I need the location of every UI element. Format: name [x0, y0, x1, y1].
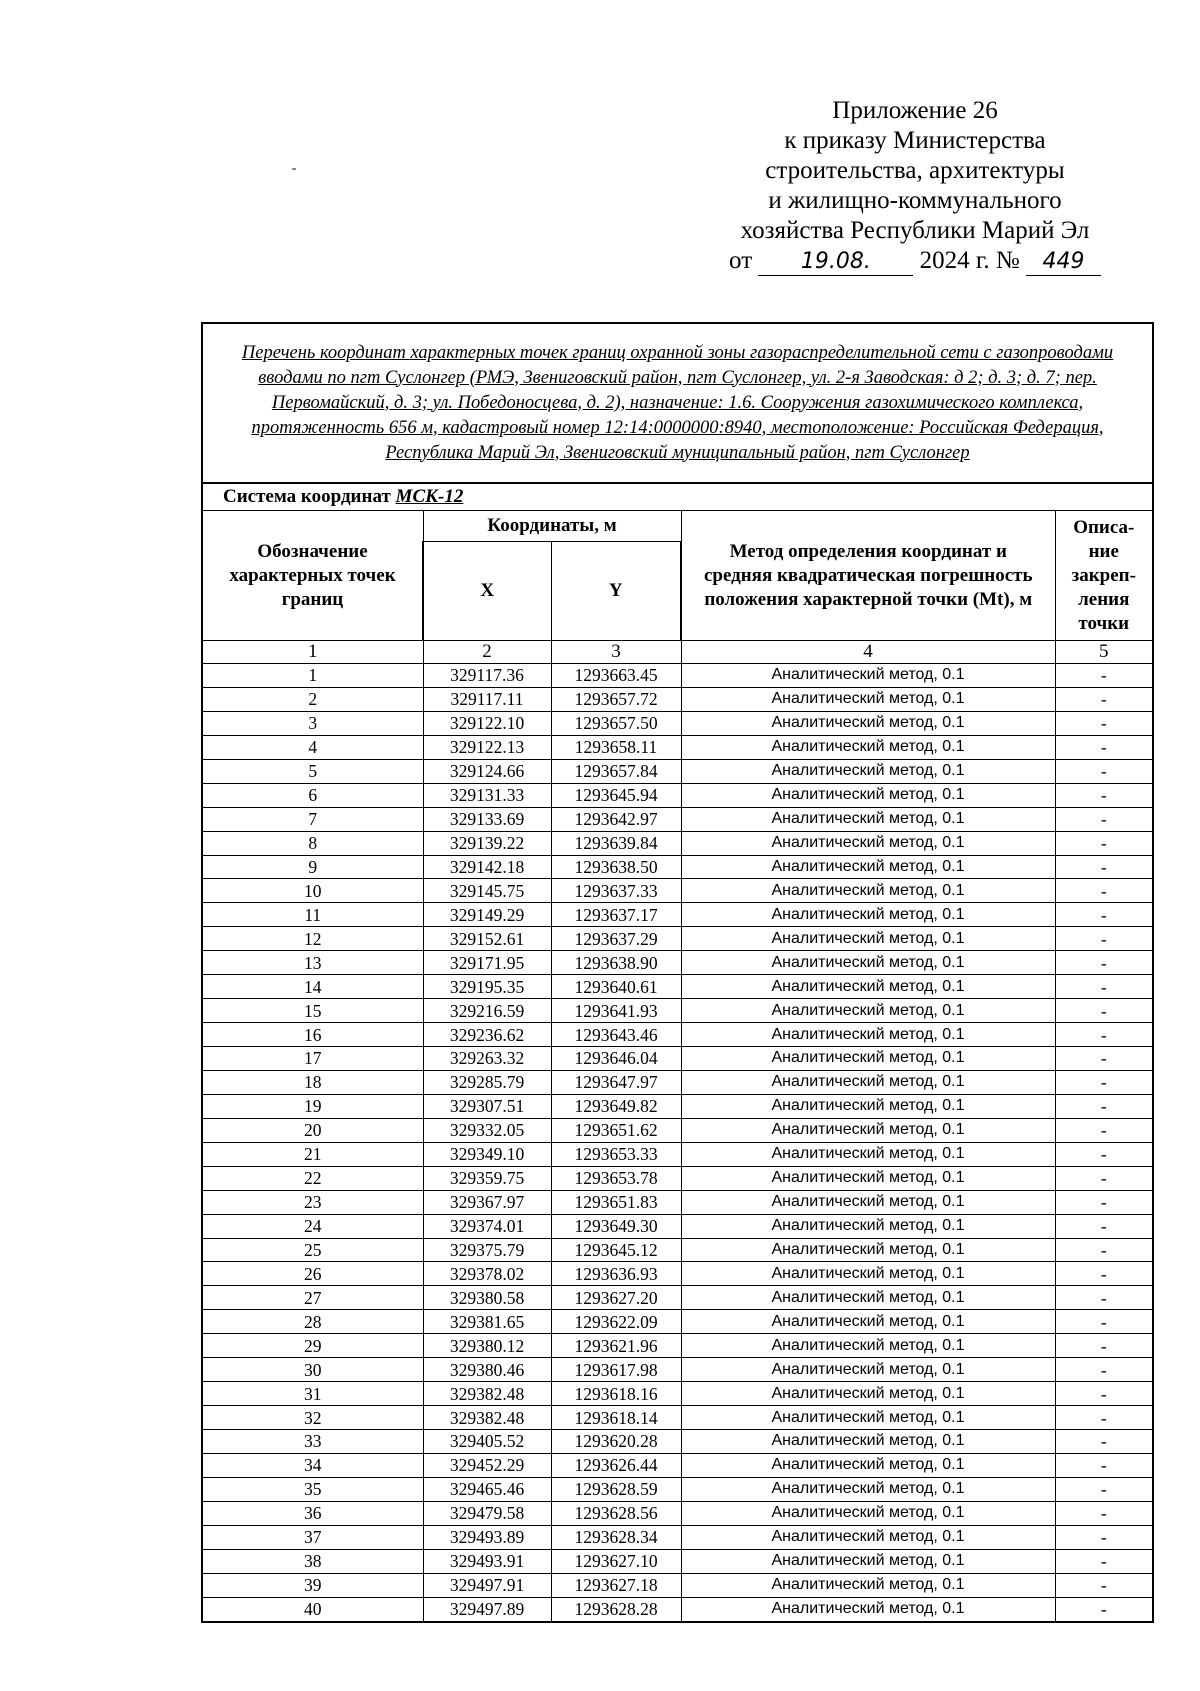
x-coordinate-cell: 329493.89 — [423, 1525, 551, 1549]
method-cell: Аналитический метод, 0.1 — [681, 855, 1055, 879]
table-row — [202, 999, 1153, 1023]
table-row — [202, 1597, 1153, 1621]
description-cell: - — [1055, 831, 1153, 855]
table-row — [202, 1190, 1153, 1214]
method-cell: Аналитический метод, 0.1 — [681, 1525, 1055, 1549]
y-coordinate-cell: 1293622.09 — [551, 1310, 681, 1334]
point-number-cell: 26 — [202, 1262, 423, 1286]
table-row — [202, 1430, 1153, 1454]
year-number-label: 2024 г. № — [919, 247, 1020, 274]
order-date-line — [700, 246, 1130, 276]
coordinate-system-label: Система координат — [223, 486, 391, 507]
table-row — [202, 1118, 1153, 1142]
point-number-cell: 34 — [202, 1453, 423, 1477]
point-number-cell: 38 — [202, 1549, 423, 1573]
y-coordinate-cell: 1293651.83 — [551, 1190, 681, 1214]
method-header: Метод определения координат и средняя квадратическая погрешность положения характерной точки (Mt), м — [681, 511, 1055, 641]
x-coordinate-cell: 329381.65 — [423, 1310, 551, 1334]
table-row — [202, 1214, 1153, 1238]
x-coordinate-cell: 329263.32 — [423, 1047, 551, 1071]
description-cell: - — [1055, 783, 1153, 807]
y-header: Y — [551, 542, 681, 641]
description-cell: - — [1055, 1094, 1153, 1118]
point-number-cell: 20 — [202, 1118, 423, 1142]
method-cell: Аналитический метод, 0.1 — [681, 999, 1055, 1023]
table-body — [202, 664, 1153, 1622]
description-cell: - — [1055, 1358, 1153, 1382]
description-cell: - — [1055, 1286, 1153, 1310]
table-row — [202, 1142, 1153, 1166]
x-coordinate-cell: 329236.62 — [423, 1023, 551, 1047]
description-cell: - — [1055, 1549, 1153, 1573]
y-coordinate-cell: 1293618.14 — [551, 1406, 681, 1430]
table-row — [202, 1262, 1153, 1286]
y-coordinate-cell: 1293657.50 — [551, 711, 681, 735]
point-number-cell: 23 — [202, 1190, 423, 1214]
method-cell: Аналитический метод, 0.1 — [681, 711, 1055, 735]
y-coordinate-cell: 1293653.78 — [551, 1166, 681, 1190]
table-row — [202, 1286, 1153, 1310]
y-coordinate-cell: 1293643.46 — [551, 1023, 681, 1047]
point-number-cell: 18 — [202, 1070, 423, 1094]
point-number-cell: 6 — [202, 783, 423, 807]
column-number: 5 — [1055, 641, 1153, 664]
point-number-cell: 19 — [202, 1094, 423, 1118]
method-cell: Аналитический метод, 0.1 — [681, 1118, 1055, 1142]
table-title: Перечень координат характерных точек границ охранной зоны газораспределительной сети с газопроводами вводами по пгт Суслонгер (РМЭ, Звениговский район, пгт Суслонгер, ул. 2-я Заводская: д 2; д. 3; д. 7; пер. Первомайский, д. 3; ул. Победоносцева, д. 2), назначение: 1.6. Сооружения газохимического комплекса, протяженность 656 м, кадастровый номер 12:14:0000000:8940, местоположение: Российская Федерация, Республика Марий Эл, Звениговский муниципальный район, пгт Суслонгер — [202, 323, 1153, 483]
y-coordinate-cell: 1293628.28 — [551, 1597, 681, 1621]
x-coordinate-cell: 329497.91 — [423, 1573, 551, 1597]
method-cell: Аналитический метод, 0.1 — [681, 1382, 1055, 1406]
description-cell: - — [1055, 1453, 1153, 1477]
x-coordinate-cell: 329152.61 — [423, 927, 551, 951]
description-cell: - — [1055, 1430, 1153, 1454]
table-row — [202, 1310, 1153, 1334]
x-coordinate-cell: 329142.18 — [423, 855, 551, 879]
method-cell: Аналитический метод, 0.1 — [681, 807, 1055, 831]
method-cell: Аналитический метод, 0.1 — [681, 1597, 1055, 1621]
table-row — [202, 1382, 1153, 1406]
table-row — [202, 855, 1153, 879]
appendix-title: Приложение 26 — [832, 97, 998, 124]
x-coordinate-cell: 329465.46 — [423, 1477, 551, 1501]
method-cell: Аналитический метод, 0.1 — [681, 1310, 1055, 1334]
description-cell: - — [1055, 1406, 1153, 1430]
x-coordinate-cell: 329171.95 — [423, 951, 551, 975]
point-number-cell: 37 — [202, 1525, 423, 1549]
document-header — [700, 96, 1130, 276]
x-coordinate-cell: 329131.33 — [423, 783, 551, 807]
point-header: Обозначение характерных точек границ — [202, 511, 423, 641]
x-coordinate-cell: 329452.29 — [423, 1453, 551, 1477]
x-coordinate-cell: 329497.89 — [423, 1597, 551, 1621]
handwritten-date: 19.08. — [758, 249, 913, 276]
description-cell: - — [1055, 1262, 1153, 1286]
x-coordinate-cell: 329349.10 — [423, 1142, 551, 1166]
x-coordinate-cell: 329380.12 — [423, 1334, 551, 1358]
method-cell: Аналитический метод, 0.1 — [681, 879, 1055, 903]
table-row — [202, 735, 1153, 759]
description-cell: - — [1055, 1142, 1153, 1166]
description-cell: - — [1055, 1382, 1153, 1406]
table-row — [202, 1501, 1153, 1525]
x-coordinate-cell: 329359.75 — [423, 1166, 551, 1190]
y-coordinate-cell: 1293642.97 — [551, 807, 681, 831]
y-coordinate-cell: 1293638.50 — [551, 855, 681, 879]
method-cell: Аналитический метод, 0.1 — [681, 1190, 1055, 1214]
description-cell: - — [1055, 1047, 1153, 1071]
method-cell: Аналитический метод, 0.1 — [681, 1549, 1055, 1573]
table-row — [202, 1358, 1153, 1382]
table-row — [202, 783, 1153, 807]
y-coordinate-cell: 1293646.04 — [551, 1047, 681, 1071]
point-number-cell: 32 — [202, 1406, 423, 1430]
y-coordinate-cell: 1293649.82 — [551, 1094, 681, 1118]
description-cell: - — [1055, 1477, 1153, 1501]
y-coordinate-cell: 1293628.34 — [551, 1525, 681, 1549]
table-row — [202, 1453, 1153, 1477]
description-cell: - — [1055, 879, 1153, 903]
method-cell: Аналитический метод, 0.1 — [681, 664, 1055, 688]
x-coordinate-cell: 329380.58 — [423, 1286, 551, 1310]
x-coordinate-cell: 329332.05 — [423, 1118, 551, 1142]
method-cell: Аналитический метод, 0.1 — [681, 759, 1055, 783]
description-cell: - — [1055, 1118, 1153, 1142]
y-coordinate-cell: 1293649.30 — [551, 1214, 681, 1238]
x-coordinate-cell: 329382.48 — [423, 1406, 551, 1430]
method-cell: Аналитический метод, 0.1 — [681, 687, 1055, 711]
description-cell: - — [1055, 807, 1153, 831]
point-number-cell: 21 — [202, 1142, 423, 1166]
description-cell: - — [1055, 759, 1153, 783]
description-cell: - — [1055, 711, 1153, 735]
point-number-cell: 3 — [202, 711, 423, 735]
method-cell: Аналитический метод, 0.1 — [681, 1070, 1055, 1094]
table-row — [202, 1525, 1153, 1549]
point-number-cell: 25 — [202, 1238, 423, 1262]
point-number-cell: 40 — [202, 1597, 423, 1621]
handwritten-order-number: 449 — [1026, 249, 1101, 276]
y-coordinate-cell: 1293638.90 — [551, 951, 681, 975]
method-cell: Аналитический метод, 0.1 — [681, 1406, 1055, 1430]
x-coordinate-cell: 329382.48 — [423, 1382, 551, 1406]
method-cell: Аналитический метод, 0.1 — [681, 903, 1055, 927]
x-coordinate-cell: 329493.91 — [423, 1549, 551, 1573]
y-coordinate-cell: 1293639.84 — [551, 831, 681, 855]
method-cell: Аналитический метод, 0.1 — [681, 831, 1055, 855]
y-coordinate-cell: 1293653.33 — [551, 1142, 681, 1166]
y-coordinate-cell: 1293618.16 — [551, 1382, 681, 1406]
x-coordinate-cell: 329216.59 — [423, 999, 551, 1023]
coordinates-header: Координаты, м — [423, 511, 681, 542]
y-coordinate-cell: 1293628.59 — [551, 1477, 681, 1501]
point-number-cell: 30 — [202, 1358, 423, 1382]
method-cell: Аналитический метод, 0.1 — [681, 1166, 1055, 1190]
point-number-cell: 36 — [202, 1501, 423, 1525]
description-cell: - — [1055, 975, 1153, 999]
x-coordinate-cell: 329285.79 — [423, 1070, 551, 1094]
y-coordinate-cell: 1293645.94 — [551, 783, 681, 807]
point-number-cell: 16 — [202, 1023, 423, 1047]
point-number-cell: 24 — [202, 1214, 423, 1238]
table-row — [202, 879, 1153, 903]
description-cell: - — [1055, 855, 1153, 879]
description-cell: - — [1055, 1238, 1153, 1262]
y-coordinate-cell: 1293628.56 — [551, 1501, 681, 1525]
method-cell: Аналитический метод, 0.1 — [681, 975, 1055, 999]
description-cell: - — [1055, 687, 1153, 711]
description-cell: - — [1055, 1070, 1153, 1094]
coordinate-system-name: МСК-12 — [395, 486, 464, 507]
description-cell: - — [1055, 1525, 1153, 1549]
coordinates-table — [201, 322, 1154, 1623]
y-coordinate-cell: 1293640.61 — [551, 975, 681, 999]
order-line-3: и жилищно-коммунального — [768, 187, 1062, 214]
method-cell: Аналитический метод, 0.1 — [681, 1334, 1055, 1358]
description-cell: - — [1055, 1166, 1153, 1190]
table-row — [202, 975, 1153, 999]
order-line-1: к приказу Министерства — [784, 127, 1046, 154]
x-coordinate-cell: 329380.46 — [423, 1358, 551, 1382]
coordinate-system-row — [202, 483, 1153, 511]
y-coordinate-cell: 1293657.72 — [551, 687, 681, 711]
point-number-cell: 4 — [202, 735, 423, 759]
method-cell: Аналитический метод, 0.1 — [681, 1501, 1055, 1525]
table-row — [202, 759, 1153, 783]
description-cell: - — [1055, 951, 1153, 975]
point-number-cell: 9 — [202, 855, 423, 879]
point-number-cell: 15 — [202, 999, 423, 1023]
x-coordinate-cell: 329375.79 — [423, 1238, 551, 1262]
method-cell: Аналитический метод, 0.1 — [681, 1214, 1055, 1238]
description-cell: - — [1055, 1310, 1153, 1334]
x-coordinate-cell: 329122.13 — [423, 735, 551, 759]
method-cell: Аналитический метод, 0.1 — [681, 1358, 1055, 1382]
point-number-cell: 1 — [202, 664, 423, 688]
y-coordinate-cell: 1293617.98 — [551, 1358, 681, 1382]
point-number-cell: 17 — [202, 1047, 423, 1071]
table-row — [202, 1047, 1153, 1071]
method-cell: Аналитический метод, 0.1 — [681, 1238, 1055, 1262]
description-header: Описа-ние закреп-ления точки — [1055, 511, 1153, 641]
x-coordinate-cell: 329479.58 — [423, 1501, 551, 1525]
method-cell: Аналитический метод, 0.1 — [681, 1453, 1055, 1477]
x-coordinate-cell: 329149.29 — [423, 903, 551, 927]
x-coordinate-cell: 329133.69 — [423, 807, 551, 831]
table-row — [202, 1094, 1153, 1118]
method-cell: Аналитический метод, 0.1 — [681, 735, 1055, 759]
y-coordinate-cell: 1293658.11 — [551, 735, 681, 759]
description-cell: - — [1055, 1334, 1153, 1358]
table-row — [202, 1334, 1153, 1358]
x-coordinate-cell: 329145.75 — [423, 879, 551, 903]
point-number-cell: 5 — [202, 759, 423, 783]
table-row — [202, 1166, 1153, 1190]
y-coordinate-cell: 1293637.33 — [551, 879, 681, 903]
table-row — [202, 1549, 1153, 1573]
x-coordinate-cell: 329374.01 — [423, 1214, 551, 1238]
y-coordinate-cell: 1293627.20 — [551, 1286, 681, 1310]
y-coordinate-cell: 1293645.12 — [551, 1238, 681, 1262]
point-number-cell: 35 — [202, 1477, 423, 1501]
table-row — [202, 664, 1153, 688]
description-cell: - — [1055, 1501, 1153, 1525]
column-number: 1 — [202, 641, 423, 664]
point-number-cell: 2 — [202, 687, 423, 711]
table-row — [202, 687, 1153, 711]
table-row — [202, 1573, 1153, 1597]
x-coordinate-cell: 329122.10 — [423, 711, 551, 735]
point-number-cell: 29 — [202, 1334, 423, 1358]
description-cell: - — [1055, 999, 1153, 1023]
x-coordinate-cell: 329117.36 — [423, 664, 551, 688]
table-row — [202, 831, 1153, 855]
column-number: 2 — [423, 641, 551, 664]
point-number-cell: 28 — [202, 1310, 423, 1334]
point-number-cell: 12 — [202, 927, 423, 951]
method-cell: Аналитический метод, 0.1 — [681, 927, 1055, 951]
x-coordinate-cell: 329405.52 — [423, 1430, 551, 1454]
x-coordinate-cell: 329378.02 — [423, 1262, 551, 1286]
description-cell: - — [1055, 735, 1153, 759]
description-cell: - — [1055, 927, 1153, 951]
y-coordinate-cell: 1293627.10 — [551, 1549, 681, 1573]
point-number-cell: 22 — [202, 1166, 423, 1190]
point-number-cell: 14 — [202, 975, 423, 999]
x-coordinate-cell: 329139.22 — [423, 831, 551, 855]
x-coordinate-cell: 329195.35 — [423, 975, 551, 999]
description-cell: - — [1055, 1023, 1153, 1047]
point-number-cell: 31 — [202, 1382, 423, 1406]
point-number-cell: 8 — [202, 831, 423, 855]
method-cell: Аналитический метод, 0.1 — [681, 1262, 1055, 1286]
table-row — [202, 1477, 1153, 1501]
description-cell: - — [1055, 1190, 1153, 1214]
table-row — [202, 927, 1153, 951]
description-cell: - — [1055, 1597, 1153, 1621]
x-coordinate-cell: 329307.51 — [423, 1094, 551, 1118]
table-row — [202, 1406, 1153, 1430]
table-row — [202, 1070, 1153, 1094]
y-coordinate-cell: 1293626.44 — [551, 1453, 681, 1477]
description-cell: - — [1055, 1214, 1153, 1238]
method-cell: Аналитический метод, 0.1 — [681, 1286, 1055, 1310]
y-coordinate-cell: 1293621.96 — [551, 1334, 681, 1358]
point-number-cell: 13 — [202, 951, 423, 975]
x-coordinate-cell: 329117.11 — [423, 687, 551, 711]
point-number-cell: 33 — [202, 1430, 423, 1454]
y-coordinate-cell: 1293637.29 — [551, 927, 681, 951]
y-coordinate-cell: 1293627.18 — [551, 1573, 681, 1597]
y-coordinate-cell: 1293620.28 — [551, 1430, 681, 1454]
table-row — [202, 807, 1153, 831]
y-coordinate-cell: 1293651.62 — [551, 1118, 681, 1142]
point-number-cell: 39 — [202, 1573, 423, 1597]
order-line-2: строительства, архитектуры — [765, 157, 1065, 184]
description-cell: - — [1055, 1573, 1153, 1597]
table-row — [202, 951, 1153, 975]
method-cell: Аналитический метод, 0.1 — [681, 1573, 1055, 1597]
column-number: 4 — [681, 641, 1055, 664]
point-number-cell: 10 — [202, 879, 423, 903]
point-number-cell: 11 — [202, 903, 423, 927]
order-line-4: хозяйства Республики Марий Эл — [740, 217, 1090, 244]
point-number-cell: 7 — [202, 807, 423, 831]
x-coordinate-cell: 329124.66 — [423, 759, 551, 783]
method-cell: Аналитический метод, 0.1 — [681, 1430, 1055, 1454]
date-prefix: от — [729, 247, 753, 274]
table-row — [202, 1238, 1153, 1262]
x-coordinate-cell: 329367.97 — [423, 1190, 551, 1214]
y-coordinate-cell: 1293663.45 — [551, 664, 681, 688]
method-cell: Аналитический метод, 0.1 — [681, 1094, 1055, 1118]
method-cell: Аналитический метод, 0.1 — [681, 783, 1055, 807]
y-coordinate-cell: 1293641.93 — [551, 999, 681, 1023]
y-coordinate-cell: 1293647.97 — [551, 1070, 681, 1094]
scan-speck — [292, 168, 296, 170]
y-coordinate-cell: 1293657.84 — [551, 759, 681, 783]
table-row — [202, 711, 1153, 735]
method-cell: Аналитический метод, 0.1 — [681, 951, 1055, 975]
table-row — [202, 903, 1153, 927]
table-row — [202, 1023, 1153, 1047]
method-cell: Аналитический метод, 0.1 — [681, 1477, 1055, 1501]
description-cell: - — [1055, 664, 1153, 688]
column-number: 3 — [551, 641, 681, 664]
x-header: X — [423, 542, 551, 641]
method-cell: Аналитический метод, 0.1 — [681, 1047, 1055, 1071]
method-cell: Аналитический метод, 0.1 — [681, 1142, 1055, 1166]
description-cell: - — [1055, 903, 1153, 927]
y-coordinate-cell: 1293637.17 — [551, 903, 681, 927]
point-number-cell: 27 — [202, 1286, 423, 1310]
method-cell: Аналитический метод, 0.1 — [681, 1023, 1055, 1047]
y-coordinate-cell: 1293636.93 — [551, 1262, 681, 1286]
